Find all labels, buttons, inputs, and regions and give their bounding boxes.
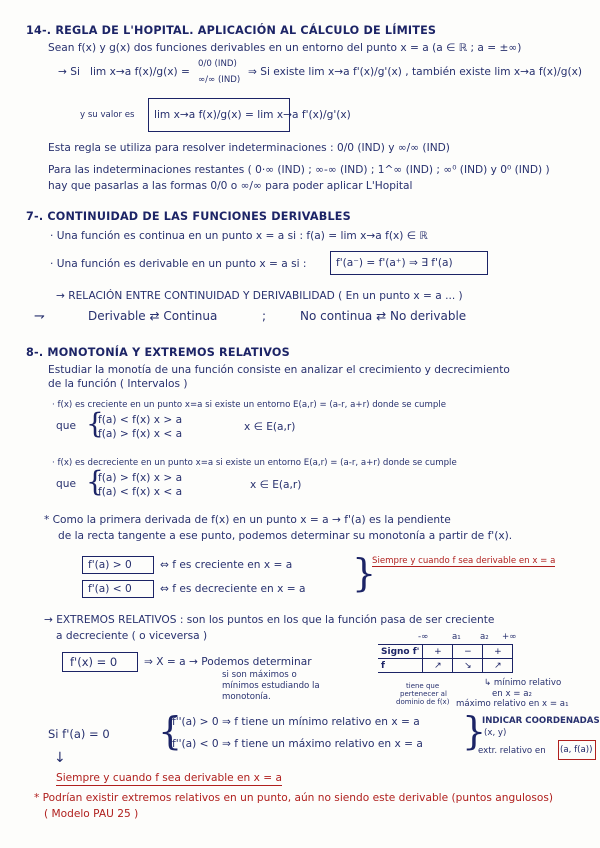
- s7-rel-left: Derivable ⇄ Continua: [88, 309, 218, 323]
- tbl-note-right1: ↳ mínimo relativo: [484, 678, 562, 688]
- trend-cell: ↗: [423, 659, 453, 673]
- s8-neg-text: ⇔ f es decreciente en x = a: [160, 583, 306, 595]
- s7-rel-sep: ;: [262, 309, 267, 323]
- tbl-note-left2: pertenecer al: [400, 690, 447, 698]
- s14-cond-lim: lim x→a f(x)/g(x) =: [90, 66, 190, 78]
- s8-extr-coords: (a, f(a)): [560, 745, 593, 755]
- s8-ext-line1: → EXTREMOS RELATIVOS : son los puntos en los que la función pasa de ser creciente: [44, 614, 495, 626]
- s8-foot1: * Podrían existir extremos relativos en un punto, aún no siendo este derivable (puntos angulosos): [34, 792, 554, 804]
- s8-intro2: de la función ( Intervalos ): [48, 378, 188, 390]
- tbl-top-1: a₁: [452, 632, 461, 642]
- s8-si-fp0: Si f'(a) = 0: [48, 727, 110, 741]
- s14-value-prefix: y su valor es: [80, 110, 135, 120]
- s8-inc-line: · f(x) es creciente en un punto x=a si existe un entorno E(a,r) = (a-r, a+r) donde se cumple: [52, 400, 446, 410]
- s8-inc-c1: f(a) < f(x) x > a: [98, 414, 183, 426]
- trend-cell: ↗: [483, 659, 513, 673]
- s8-fx0-then: ⇒ X = a → Podemos determinar: [144, 656, 312, 668]
- s7-deriv-def: · Una función es derivable en un punto x = a si :: [50, 258, 307, 270]
- sign-row2-label: f: [378, 659, 423, 673]
- s14-rest-line2: hay que pasarlas a las formas 0/0 o ∞/∞ para poder aplicar L'Hopital: [48, 180, 413, 192]
- s8-inc-que: que: [56, 420, 76, 432]
- s8-extr: extr. relativo en: [478, 746, 546, 756]
- s8-inc-c2: f(a) > f(x) x < a: [98, 428, 183, 440]
- s8-inc-brace: {: [86, 407, 104, 440]
- s8-fx0-n2: mínimos estudiando la: [222, 681, 320, 691]
- sign-cell: +: [483, 645, 513, 659]
- tbl-note-right2: en x = a₂: [492, 689, 532, 699]
- s7-deriv-formula: f'(a⁻) = f'(a⁺) ⇒ ∃ f'(a): [336, 257, 453, 269]
- s8-ext-line2: a decreciente ( o viceversa ): [56, 630, 208, 642]
- s8-neg-formula: f'(a) < 0: [88, 583, 132, 595]
- s14-intro: Sean f(x) y g(x) dos funciones derivables en un entorno del punto x = a (a ∈ ℝ ; a = ±∞): [48, 42, 522, 54]
- section-8-title: 8-. MONOTONÍA Y EXTREMOS RELATIVOS: [26, 346, 290, 359]
- s7-rel-arrow: ⇁: [34, 309, 45, 324]
- s8-indicar1: INDICAR COORDENADAS: [482, 716, 600, 726]
- section-7-title: 7-. CONTINUIDAD DE LAS FUNCIONES DERIVABLES: [26, 210, 351, 223]
- tbl-top-2: a₂: [480, 632, 489, 642]
- sign-row1-label: Signo f': [378, 645, 423, 659]
- s8-siempre2: Siempre y cuando f sea derivable en x = a: [56, 772, 283, 784]
- sign-table-row-function: [378, 659, 513, 673]
- tbl-top-0: -∞: [418, 632, 429, 642]
- sign-table-row-derivative: [378, 645, 513, 659]
- s8-si-c2: f''(a) < 0 ⇒ f tiene un máximo relativo en x = a: [172, 738, 423, 750]
- s14-rest-line1: Para las indeterminaciones restantes ( 0·∞ (IND) ; ∞-∞ (IND) ; 1^∞ (IND) ; ∞⁰ (IND) y 0⁰ (IND) ): [48, 164, 550, 176]
- s7-rel-right: No continua ⇄ No derivable: [300, 309, 467, 323]
- section-14-title: 14-. REGLA DE L'HOPITAL. APLICACIÓN AL CÁLCULO DE LÍMITES: [26, 24, 437, 37]
- s8-dec-line: · f(x) es decreciente en un punto x=a si existe un entorno E(a,r) = (a-r, a+r) donde se cumple: [52, 458, 457, 468]
- s8-indicar2: (x, y): [484, 728, 507, 738]
- s14-cond-ind2: ∞/∞ (IND): [198, 75, 241, 85]
- s8-fx0-n1: si son máximos o: [222, 670, 297, 680]
- s8-star2: de la recta tangente a ese punto, podemos determinar su monotonía a partir de f'(x).: [58, 530, 513, 542]
- s8-star1: * Como la primera derivada de f(x) en un punto x = a → f'(a) es la pendiente: [44, 514, 451, 526]
- sign-cell: +: [423, 645, 453, 659]
- s14-cond-ind1: 0/0 (IND): [198, 59, 237, 69]
- tbl-note-right3: máximo relativo en x = a₁: [456, 699, 569, 709]
- s8-dec-c2: f(a) < f(x) x < a: [98, 486, 183, 498]
- s8-pos-text: ⇔ f es creciente en x = a: [160, 559, 293, 571]
- sign-table: [378, 644, 513, 673]
- s7-cont-def: · Una función es continua en un punto x = a si : f(a) = lim x→a f(x) ∈ ℝ: [50, 230, 428, 242]
- s8-intro1: Estudiar la monotía de una función consiste en analizar el crecimiento y decrecimiento: [48, 364, 510, 376]
- s14-use-line: Esta regla se utiliza para resolver indeterminaciones : 0/0 (IND) y ∞/∞ (IND): [48, 142, 450, 154]
- tbl-note-left3: dominio de f(x): [396, 698, 450, 706]
- s8-dec-c1: f(a) > f(x) x > a: [98, 472, 183, 484]
- tbl-note-left1: tiene que: [406, 682, 440, 690]
- sign-cell: −: [453, 645, 483, 659]
- s8-down-arrow: ↓: [54, 750, 66, 766]
- s8-dec-que: que: [56, 478, 76, 490]
- s14-cond-then: ⇒ Si existe lim x→a f'(x)/g'(x) , también existe lim x→a f(x)/g(x): [248, 66, 582, 78]
- s8-siempre1: Siempre y cuando f sea derivable en x = a: [372, 556, 556, 566]
- s8-si-brace: {: [158, 709, 183, 753]
- s8-fx0-n3: monotonía.: [222, 692, 271, 702]
- s14-cond-prefix: → Si: [58, 66, 80, 78]
- s8-si-brace-right: }: [462, 709, 487, 753]
- s8-inc-in: x ∈ E(a,r): [244, 421, 296, 433]
- s8-cond-brace: }: [352, 551, 377, 595]
- s8-si-c1: f''(a) > 0 ⇒ f tiene un mínimo relativo en x = a: [172, 716, 420, 728]
- trend-cell: ↘: [453, 659, 483, 673]
- s14-value-formula: lim x→a f(x)/g(x) = lim x→a f'(x)/g'(x): [154, 109, 351, 121]
- s8-fx0-formula: f'(x) = 0: [70, 655, 118, 669]
- s8-dec-in: x ∈ E(a,r): [250, 479, 302, 491]
- s8-pos-formula: f'(a) > 0: [88, 559, 132, 571]
- s8-dec-brace: {: [86, 465, 104, 498]
- tbl-top-3: +∞: [502, 632, 517, 642]
- s7-rel-title: → RELACIÓN ENTRE CONTINUIDAD Y DERIVABILIDAD ( En un punto x = a ... ): [56, 290, 463, 302]
- s8-foot2: ( Modelo PAU 25 ): [44, 808, 139, 820]
